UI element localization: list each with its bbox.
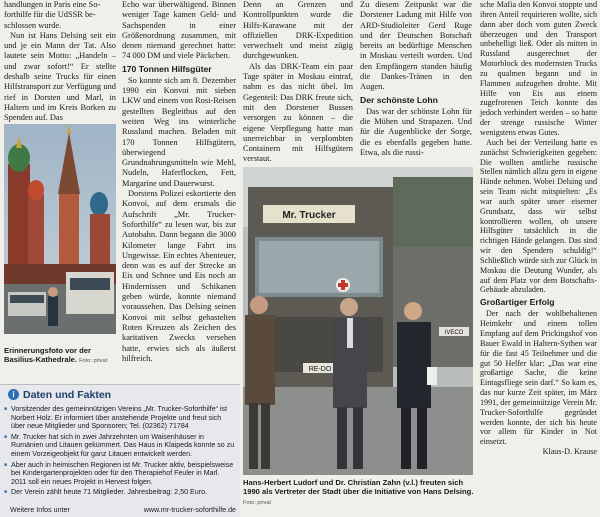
col4-paragraph: Das war der schönste Lohn für die Mühen und Strapazen. Und für die Augenblicke der Sorge, die es ebenfalls gegeben hatte. Etwa, als die russi-: [360, 106, 472, 157]
truck-sign-text: Mr. Trucker: [282, 210, 336, 221]
facts-box: [0, 384, 240, 517]
cathedral-photo: [4, 124, 116, 334]
col1-paragraph: Nun ist Hans Delsing seit ein und je ein Mann der Tat. Also lautete sein Motto: „Handeln – und zwar sofort!“ Er stellte deshalb seine Trucks für einen Hilfstransport zur Verfügung und rief in Dorsten und Marl, in Haltern und im Kreis Borken zu Spenden auf. Das: [4, 30, 116, 123]
col2-paragraph: So konnte sich am 8. Dezember 1990 ein Konvoi mit sieben LKW und einem von Rosi-Reisen gestellten Begleitbus auf den weiten Weg ins winterliche Russland machen. Beladen mit 170 Tonnen Hilfsgütern, überwiegend Grundnahrungsmitteln wie Mehl, Nudeln, Haferflocken, Fett, Margarine und Dauerwurst.: [122, 75, 236, 188]
col2-paragraph: Echo war überwältigend. Binnen weniger Tage kamen Geld- und Sachspenden in einer Größenordnung zusammen, mit denen niemand gerechnet hatte: 74 000 DM und viele Päckchen.: [122, 0, 236, 61]
column-2: [122, 0, 236, 364]
cathedral-caption: [4, 346, 118, 367]
col1-line: forthilfe für die UdSSR be-: [4, 10, 96, 20]
col5-paragraph: Auch bei der Verteilung hatte es zunächst Schwierigkeiten gegeben: Die wollten amtliche russische Stellen nämlich allzu gern in eigene Hände nehmen. Wobei Delsing und sein Team nicht mitspielten: „Es war auch später unser eiserner Grundsatz, dass wir selbst kontrollieren wollen, ob unsere Hilfsgüter tatsächlich in die richtigen Hände gelangen. Das sind wir den Spendern schuldig!“ Schließlich würde sich zur Glück in Moskau die Deutung Wunder, als auf dem Platz vor dem Botschafts-Gebäude abzuladen.: [480, 137, 597, 295]
column-4: [360, 0, 472, 158]
truck-caption-text: Hans-Herbert Ludorf und Dr. Christian Zahn (v.l.) freuten sich 1990 als Vertreter der Stadt über die Initiative von Hans Delsing.: [243, 478, 474, 497]
col3-paragraph: Als das DRK-Team ein paar Tage später in Moskau eintraf, nahm es das nicht übel. Im Gegenteil: Das DRK freute sich, mit den Dorstener Bussen versorgen zu können – die eigene Verpflegung hatte man unerreichbar in verplombten Containern mit Hilfsgütern verstaut.: [243, 61, 353, 164]
column-1: [4, 0, 116, 124]
plate-text: RE-DO: [308, 366, 332, 373]
cathedral-image: [4, 124, 116, 334]
facts-list: [4, 405, 236, 499]
facts-item: ■ Aber auch in heimischen Regionen ist Mr. Trucker aktiv, beispielsweise bei Kindergartenprojekten oder für den Therapiehof Feuler in Marl. 2011 soll ein neues Projekt in Hervest folgen.: [4, 461, 236, 487]
subheading-erfolg: Großartiger Erfolg: [480, 297, 555, 308]
truck-photo: [243, 167, 473, 475]
facts-footer-url[interactable]: www.mr-trucker-soforthilfe.de: [143, 506, 236, 514]
cathedral-caption-text: Erinnerungsfoto vor der Basilius-Kathedrale.: [4, 346, 91, 365]
facts-title: [8, 389, 111, 401]
facts-footer: [10, 506, 236, 514]
author-line: Klaus-D. Krause: [542, 447, 597, 457]
col5-paragraph: sche Mafia den Konvoi stoppte und ihren Anteil requirieren wollte, sich dann aber doch vom guten Zweck überzeugen und den Transport unbehelligt ließ. Oder als mitten in Russland ausgerechnet der Motorblock des modernsten Trucks zu qualmen begann und in Flammen aufzugehen drohte. Mit Hilfe von Eis aus einem zugefrorenen Teich konnte das jedoch verhindert werden – so hatte der strenge russische Winter wenigstens etwas Gutes.: [480, 0, 597, 137]
facts-item: ■ Vorsitzender des gemeinnützigen Vereins „Mr. Trucker-Soforthilfe“ ist Norbert Holz. Er informiert über anstehende Projekte und freut sich über neue Mitglieder und Sponsoren; Tel. (02362) 71784: [4, 405, 236, 431]
facts-item: ■ Mr. Trucker hat sich in zwei Jahrzehnten um Waisenhäuser in Rumänien und Litauen gekümmert. Das Haus in Klaipeda konnte so zu einem Vorzeigeobjekt für ganz Litauen entwickelt werden.: [4, 433, 236, 459]
truck-photo-caption: [243, 478, 475, 508]
column-3: [243, 0, 353, 165]
facts-item: ■ Der Verein zählt heute 71 Mitglieder. Jahresbeitrag: 2,50 Euro.: [4, 488, 236, 497]
facts-footer-label: Weitere Infos unter: [10, 506, 70, 514]
col3-paragraph: Denn an Grenzen und Kontrollpunkten wurde die Hilfs-Karawane mit der offiziellen DRK-Expedition verwechselt und meist zügig durchgewunken.: [243, 0, 353, 61]
truck-photo-credit: Foto: privat: [243, 499, 271, 506]
cathedral-photo-credit: Foto: privat: [79, 358, 108, 365]
facts-title-text: Daten und Fakten: [23, 389, 112, 401]
col5-paragraph: Der nach der wohlbehaltenen Heimkehr und einem tollen Empfang auf dem Prickingshof von Bauer Ewald in Haltern-Sythen war für die fast 45 Teilnehmer und die gut 50 Helfer klar: „Das war eine großartige Sache, die keine Eintagsfliege sein darf.“ So kam es, das nur kurze Zeit später, im März 1991, der gemeinnützige Verein Mr. Trucker-Soforthilfe gegründet werden konnte, der sich bis heute vor allem für Kinder in Not einsetzt.: [480, 309, 597, 447]
subheading-lohn: Der schönste Lohn: [360, 94, 438, 105]
column-5: [480, 0, 597, 457]
iveco-text: IVECO: [444, 330, 464, 336]
col1-line: handlungen in Paris eine So-: [4, 0, 101, 9]
truck-image: [243, 167, 473, 475]
col1-line: schlossen wurde.: [4, 20, 62, 30]
col4-paragraph: Zu diesem Zeitpunkt war die Dorstener Ladung mit Hilfe von ARD-Studioleiter Gerd Ruge und der Deutschen Botschaft bereits an bedürftige Menschen in Moskau verteilt worden. Und den Empfängern standen häufig die Dankes-Tränen in den Augen.: [360, 0, 472, 92]
info-icon: i: [8, 389, 19, 400]
subheading-hilfsgueter: 170 Tonnen Hilfsgüter: [122, 63, 212, 74]
col2-paragraph: Dorstens Polizei eskortierte den Konvoi, auf dem ersmals die Aufschrift „Mr. Trucker-Soforthilfe“ zu lesen war, bis zur Autobahn. Dann begann die 3000 Kilometer lange Fahrt ins Ungewisse. Ein echtes Abenteuer, denn was es auf der Strecke an Eis und Schnee und Eis noch an Hindernissen und Schikanen geben würde, konnte niemand voraussehen. Das Delsing seinen Konvoi mit selbst gebastelten Roten Kreuzen als Zeichen des karitativen Zwecks versehen hatte, erwies sich als äußerst hilfreich.: [122, 189, 236, 363]
